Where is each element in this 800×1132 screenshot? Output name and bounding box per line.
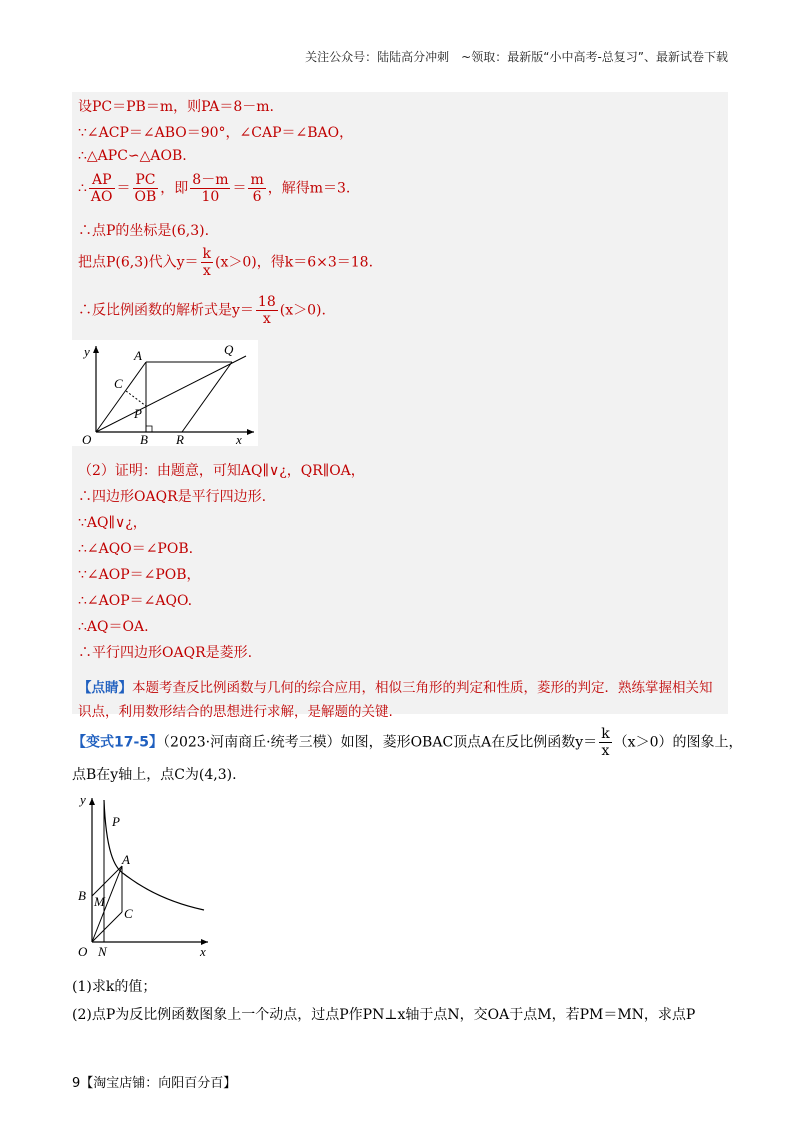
subquestion-2: (2)点P为反比例函数图象上一个动点，过点P作PN⊥x轴于点N，交OA于点M，若PM＝MN，求点P [72, 1007, 696, 1023]
segment-oa [96, 362, 146, 432]
proof-line-1: （2）证明：由题意，可知AQ∥∨¿，QR∥OA， [78, 463, 365, 479]
label-c: C [124, 906, 133, 921]
solution-line-6: 把点P(6,3)代入y＝ $\frac{k}{x}$ (x＞0)，得k＝6×3＝18. [78, 246, 374, 279]
question-line-1: 【变式17-5】（2023·河南商丘·统考三模）如图，菱形OBAC顶点A在反比例函数y＝ $\frac{k}{x}$ （x＞0）的图象上， [72, 726, 743, 759]
label-p: P [134, 406, 142, 421]
label-a: A [122, 852, 130, 867]
label-x: x [200, 944, 206, 959]
proof-line-4: ∴∠AQO＝∠POB. [78, 541, 194, 557]
segment-oc [92, 912, 122, 942]
solution-line-2: ∵∠ACP＝∠ABO＝90°，∠CAP＝∠BAO， [78, 125, 354, 141]
label-y: y [84, 344, 90, 359]
label-a: A [134, 348, 142, 363]
label-n: N [98, 944, 107, 959]
solution-line-5: ∴点P的坐标是(6,3). [78, 223, 210, 239]
solution-line-1: 设PC＝PB＝m，则PA＝8－m. [78, 99, 274, 115]
segment-ba [92, 866, 122, 896]
page-footer: 9【淘宝店铺：向阳百分百】 [72, 1076, 237, 1091]
label-q: Q [224, 342, 234, 357]
solution-line-7: ∴反比例函数的解析式是y＝ $\frac{18}{x}$ (x＞0). [78, 294, 326, 327]
proof-line-2: ∴四边形OAQR是平行四边形. [78, 489, 267, 505]
proof-line-7: ∴AQ＝OA. [78, 619, 149, 635]
proof-line-6: ∴∠AOP＝∠AQO. [78, 593, 193, 609]
label-x: x [236, 432, 242, 446]
geometry-figure-1 [72, 340, 258, 446]
label-r: R [176, 432, 184, 446]
y-axis-arrow [93, 346, 99, 353]
x-axis-arrow [247, 429, 254, 435]
geometry-figure-2 [72, 790, 212, 960]
label-b: B [78, 888, 86, 903]
note-tag: 【点睛】 [78, 680, 132, 696]
solution-block [72, 92, 728, 720]
solution-line-4: ∴ $\frac{AP}{AO}$ ＝ $\frac{PC}{OB}$ ，即 $\frac{8-m}{10}$ ＝ $\frac{m}{6}$ ，解得m＝3. [78, 172, 351, 205]
segment-oq [96, 356, 246, 432]
label-c: C [114, 376, 123, 391]
question-line-2: 点B在y轴上，点C为(4,3). [72, 767, 237, 783]
label-m: M [94, 894, 105, 909]
label-y: y [80, 792, 86, 807]
solution-line-3: ∴△APC∽△AOB. [78, 148, 187, 164]
label-o: O [82, 432, 92, 446]
label-p: P [112, 814, 120, 829]
variant-tag: 【变式17-5】 [72, 734, 164, 751]
segment-rq [182, 362, 232, 432]
label-b: B [140, 432, 148, 446]
proof-line-5: ∵∠AOP＝∠POB， [78, 567, 201, 583]
proof-line-8: ∴平行四边形OAQR是菱形. [78, 645, 253, 661]
note-text: 本题考查反比例函数与几何的综合应用，相似三角形的判定和性质，菱形的判定．熟练掌握相关知识点，利用数形结合的思想进行求解，是解题的关键. [78, 680, 713, 720]
subquestion-1: (1)求k的值； [72, 979, 157, 995]
y-axis-arrow [89, 798, 95, 805]
key-point-note [78, 676, 718, 724]
segment-cp [126, 391, 146, 406]
proof-line-3: ∵AQ∥∨¿， [78, 515, 147, 531]
page-header: 关注公众号：陆陆高分冲刺 ~领取：最新版“小中高考-总复习”、最新试卷下载 [305, 50, 728, 64]
label-o: O [78, 944, 88, 959]
